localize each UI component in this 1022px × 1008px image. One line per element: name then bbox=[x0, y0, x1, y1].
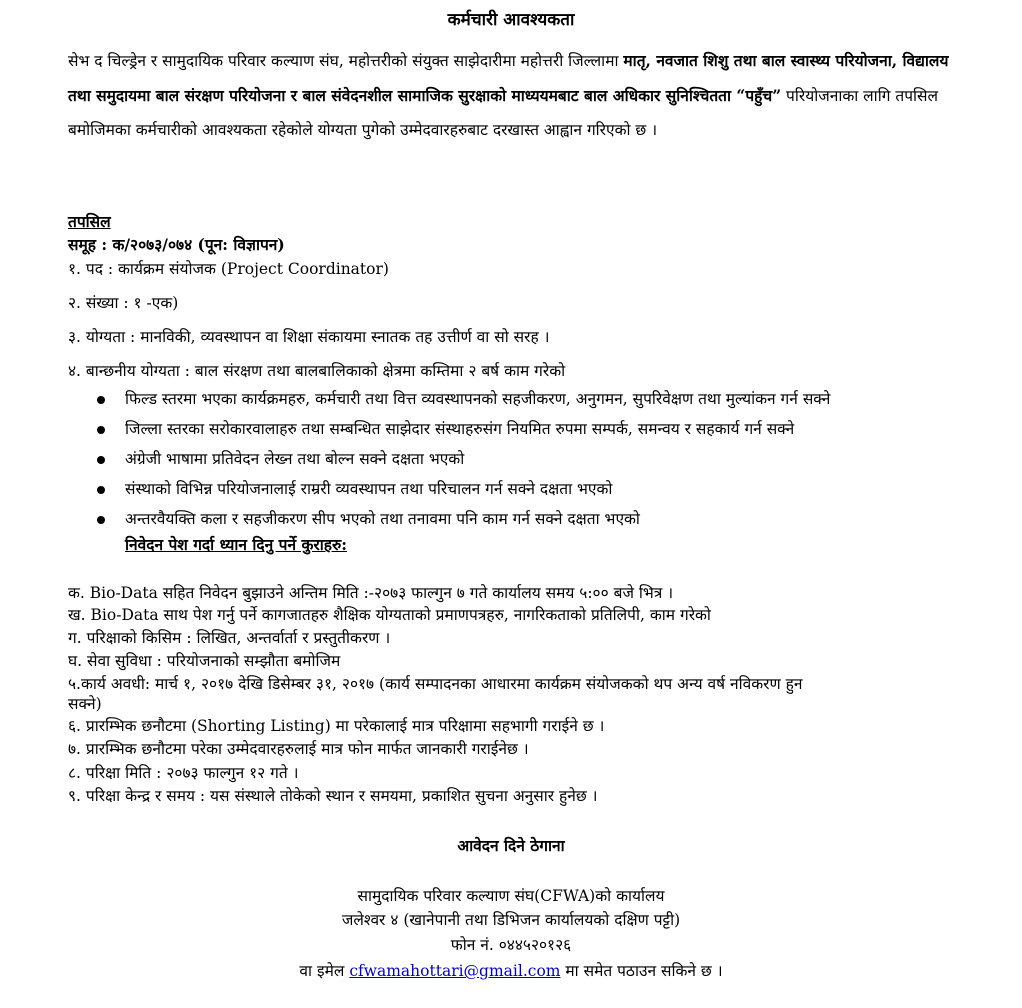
bullet-dot bbox=[97, 426, 105, 434]
phone-line: फोन नं. ०४४५२०१२६ bbox=[450, 936, 572, 954]
address-heading: आवेदन दिने ठेगाना bbox=[457, 836, 565, 855]
bullet-dot bbox=[97, 486, 105, 494]
note-line: ७. प्रारम्भिक छनौटमा परेका उम्मेदवारहरुलाई मात्र फोन मार्फत जानकारी गराईनेछ । bbox=[68, 740, 529, 758]
item-count: २. संख्या : १ -एक) bbox=[68, 294, 179, 312]
note-line: ग. परिक्षाको किसिम : लिखित, अन्तर्वार्ता र प्रस्तुतीकरण । bbox=[68, 629, 391, 647]
bullet-item: अंग्रेजी भाषामा प्रतिवेदन लेख्न तथा बोल्न सक्ने दक्षता भएको bbox=[125, 450, 465, 468]
project-name-bold: मातृ, नवजात शिशु तथा बाल स्वास्थ्य परियोजना, विद्यालय तथा समुदायमा बाल संरक्षण परियोजना र बाल संवेदनशील सामाजिक सुरक्षाको माध्ययमबाट बाल अधिकार सुनिश्चितता “पहुँच” bbox=[68, 51, 949, 105]
bullet-dot bbox=[97, 396, 105, 404]
item-desired-qualification: ४. बान्छनीय योग्यता : बाल संरक्षण तथा बालबालिकाको क्षेत्रमा कम्तिमा २ बर्ष काम गरेको bbox=[68, 362, 566, 380]
note-line: ९. परिक्षा केन्द्र र समय : यस संस्थाले तोकेको स्थान र समयमा, प्रकाशित सुचना अनुसार हुनेछ । bbox=[68, 787, 598, 805]
email-link[interactable]: cfwamahottari@gmail.com bbox=[349, 962, 561, 980]
notes-heading: निवेदन पेश गर्दा ध्यान दिनु पर्ने कुराहरु: bbox=[125, 535, 347, 554]
intro-text-2: परियोजनाका लागि तपसिल बमोजिमका कर्मचारीको आवश्यकता रहेकोले योग्यता पुगेको उम्मेदवारहरुबाट दरखास्त आह्वान गरिएको छ । bbox=[68, 86, 939, 139]
note-line: ६. प्रारम्भिक छनौटमा (Shorting Listing) मा परेकालाई मात्र परिक्षामा सहभागी गराईने छ । bbox=[68, 717, 605, 735]
bullet-item: संस्थाको विभिन्न परियोजनालाई राम्ररी व्यवस्थापन तथा परिचालन गर्न सक्ने दक्षता भएको bbox=[125, 480, 613, 498]
note-line: घ. सेवा सुविधा : परियोजनाको सम्झौता बमोजिम bbox=[68, 652, 341, 670]
item-qualification: ३. योग्यता : मानविकी, व्यवस्थापन वा शिक्षा संकायमा स्नातक तह उत्तीर्ण वा सो सरह । bbox=[68, 328, 550, 346]
note-line: ८. परिक्षा मिति : २०७३ फाल्गुन १२ गते । bbox=[68, 764, 299, 782]
address-line-1: सामुदायिक परिवार कल्याण संघ(CFWA)को कार्यालय bbox=[357, 887, 665, 905]
email-suffix: मा समेत पठाउन सकिने छ । bbox=[560, 962, 723, 980]
bullet-item: जिल्ला स्तरका सरोकारवालाहरु तथा सम्बन्धित साझेदार संस्थाहरुसंग नियमित रुपमा सम्पर्क, समन्वय र सहकार्य गर्न सक्ने bbox=[125, 420, 795, 438]
email-line bbox=[0, 961, 1022, 981]
bullet-item: अन्तरवैयक्ति कला र सहजीकरण सीप भएको तथा तनावमा पनि काम गर्न सक्ने दक्षता भएको bbox=[125, 510, 640, 528]
note-line: सक्ने) bbox=[68, 695, 102, 713]
intro-paragraph bbox=[68, 44, 958, 148]
bullet-dot bbox=[97, 456, 105, 464]
note-line: ५.कार्य अवधी: मार्च १, २०१७ देखि डिसेम्बर ३१, २०१७ (कार्य सम्पादनका आधारमा कार्यक्रम संयोजकको थप अन्य वर्ष नविकरण हुन bbox=[68, 675, 803, 693]
note-line: ख. Bio-Data साथ पेश गर्नु पर्ने कागजातहरु शैक्षिक योग्यताको प्रमाणपत्रहरु, नागरिकताको प्रतिलिपी, काम गरेको bbox=[68, 606, 711, 624]
details-heading: तपसिल bbox=[68, 212, 111, 231]
address-line-2: जलेश्वर ४ (खानेपानी तथा डिभिजन कार्यालयको दक्षिण पट्टी) bbox=[341, 911, 681, 929]
intro-text-1: सेभ द चिल्ड्रेन र सामुदायिक परिवार कल्याण संघ, महोत्तरीको संयुक्त साझेदारीमा महोत्तरी जिल्लामा bbox=[68, 52, 624, 70]
item-post: १. पद : कार्यक्रम संयोजक (Project Coordinator) bbox=[68, 260, 389, 278]
email-prefix: वा इमेल bbox=[299, 962, 350, 980]
bullet-dot bbox=[97, 516, 105, 524]
bullet-item: फिल्ड स्तरमा भएका कार्यक्रमहरु, कर्मचारी तथा वित्त व्यवस्थापनको सहजीकरण, अनुगमन, सुपरिवेक्षण तथा मुल्यांकन गर्न सक्ने bbox=[125, 390, 831, 408]
page-title: कर्मचारी आवश्यकता bbox=[447, 10, 575, 30]
group-line: समूह : क/२०७३/०७४ (पून: विज्ञापन) bbox=[68, 235, 285, 254]
note-line: क. Bio-Data सहित निवेदन बुझाउने अन्तिम मिति :-२०७३ फाल्गुन ७ गते कार्यालय समय ५:०० बजे भित्र । bbox=[68, 584, 674, 602]
